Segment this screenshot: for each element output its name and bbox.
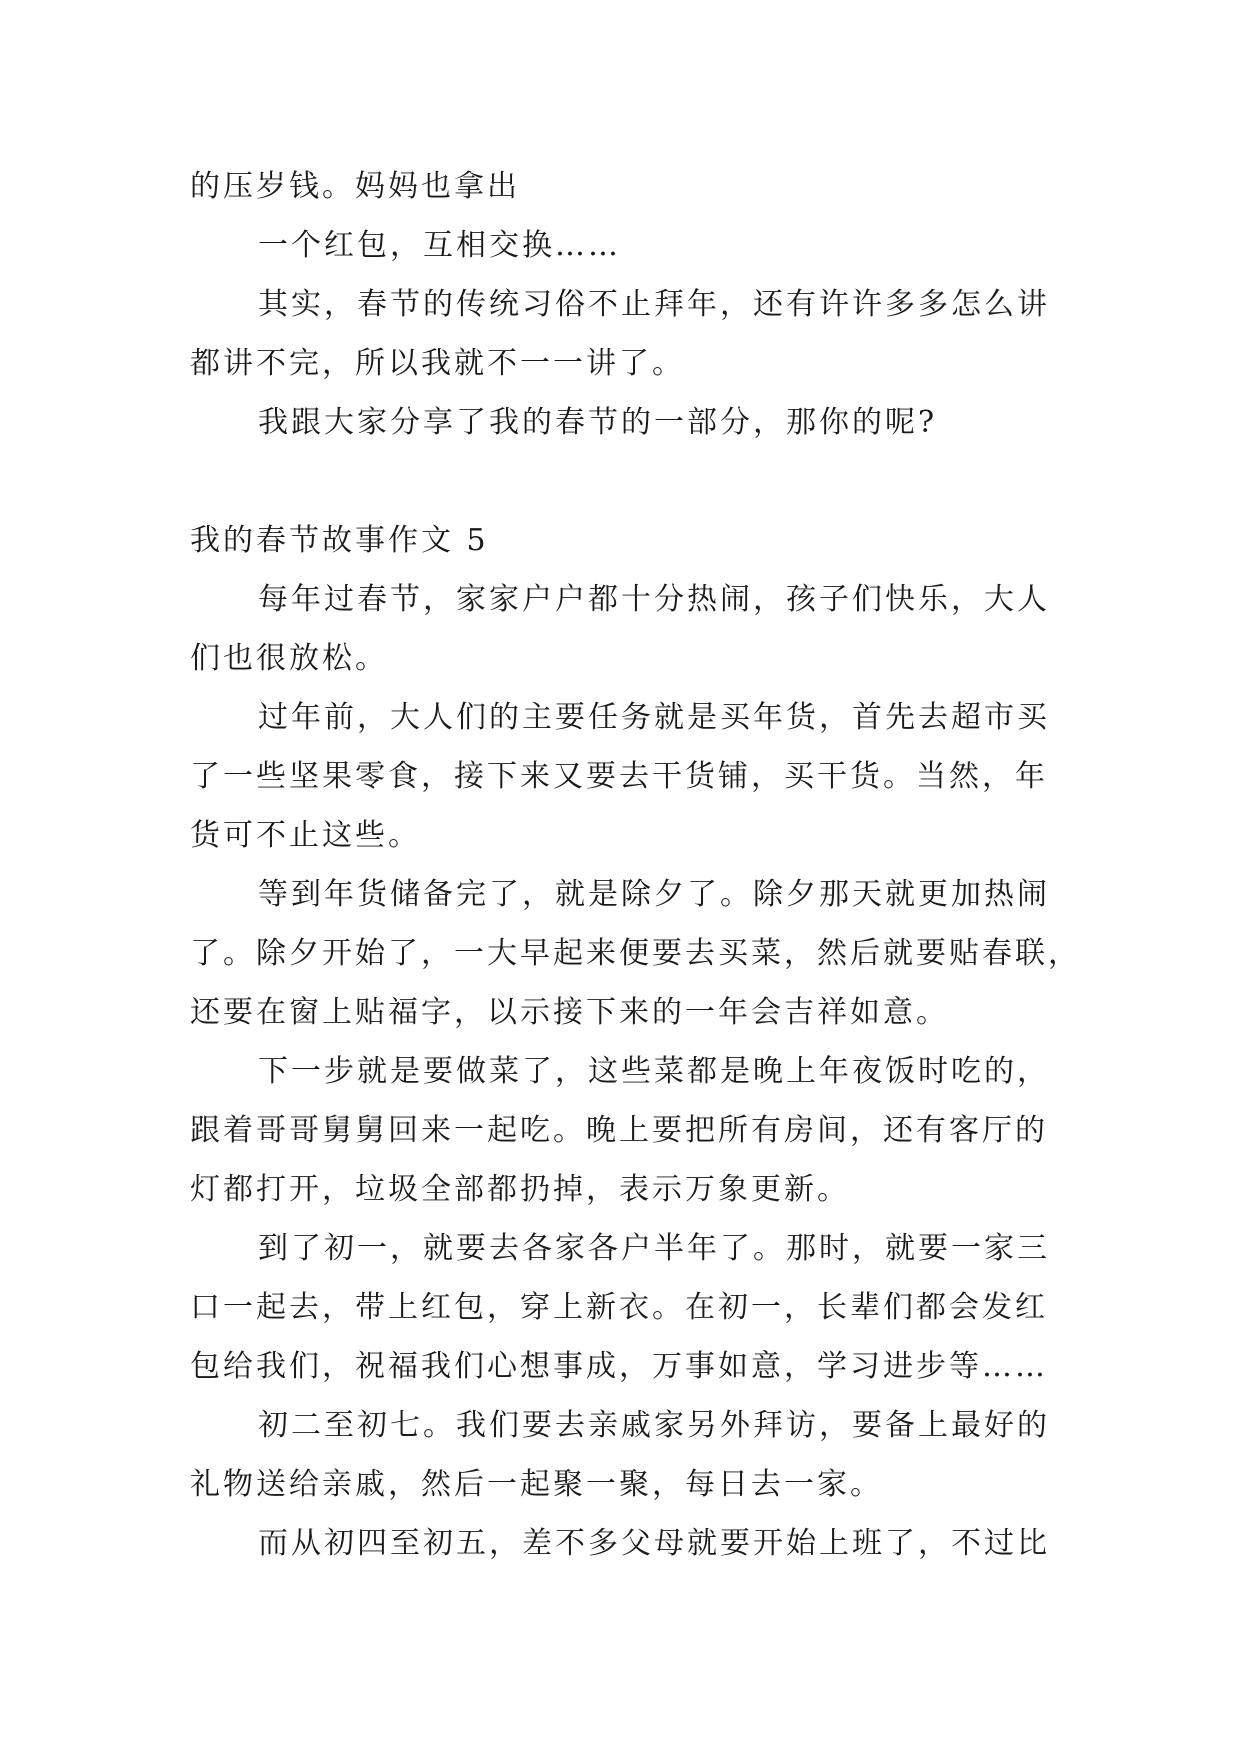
text-line: 了。除夕开始了，一大早起来便要去买菜，然后就要贴春联，	[190, 936, 1081, 971]
text-line: 到了初一，就要去各家各户半年了。那时，就要一家三	[258, 1231, 1050, 1266]
text-line: 一个红包，互相交换……	[258, 228, 621, 263]
text-line: 礼物送给亲戚，然后一起聚一聚，每日去一家。	[190, 1467, 883, 1502]
text-line: 们也很放松。	[190, 641, 388, 676]
text-line: 的压岁钱。妈妈也拿出	[190, 169, 520, 204]
text-line: 口一起去，带上红包，穿上新衣。在初一，长辈们都会发红	[190, 1290, 1048, 1325]
text-line: 其实，春节的传统习俗不止拜年，还有许许多多怎么讲	[258, 287, 1050, 322]
text-line: 初二至初七。我们要去亲戚家另外拜访，要备上最好的	[258, 1408, 1050, 1443]
section-heading: 我的春节故事作文 5	[190, 523, 489, 558]
text-line: 灯都打开，垃圾全部都扔掉，表示万象更新。	[190, 1172, 850, 1207]
text-line: 而从初四至初五，差不多父母就要开始上班了，不过比	[258, 1526, 1050, 1561]
text-line: 跟着哥哥舅舅回来一起吃。晚上要把所有房间，还有客厅的	[190, 1113, 1048, 1148]
text-line: 等到年货储备完了，就是除夕了。除夕那天就更加热闹	[258, 877, 1050, 912]
text-line: 下一步就是要做菜了，这些菜都是晚上年夜饭时吃的，	[258, 1054, 1050, 1089]
text-line: 都讲不完，所以我就不一一讲了。	[190, 346, 685, 381]
text-line: 了一些坚果零食，接下来又要去干货铺，买干货。当然，年	[190, 759, 1048, 794]
text-line: 过年前，大人们的主要任务就是买年货，首先去超市买	[258, 700, 1050, 735]
text-line: 我跟大家分享了我的春节的一部分，那你的呢?	[258, 405, 938, 440]
text-line: 每年过春节，家家户户都十分热闹，孩子们快乐，大人	[258, 582, 1050, 617]
text-line: 包给我们，祝福我们心想事成，万事如意，学习进步等……	[190, 1349, 1048, 1384]
text-line: 还要在窗上贴福字，以示接下来的一年会吉祥如意。	[190, 995, 949, 1030]
text-line: 货可不止这些。	[190, 818, 421, 853]
